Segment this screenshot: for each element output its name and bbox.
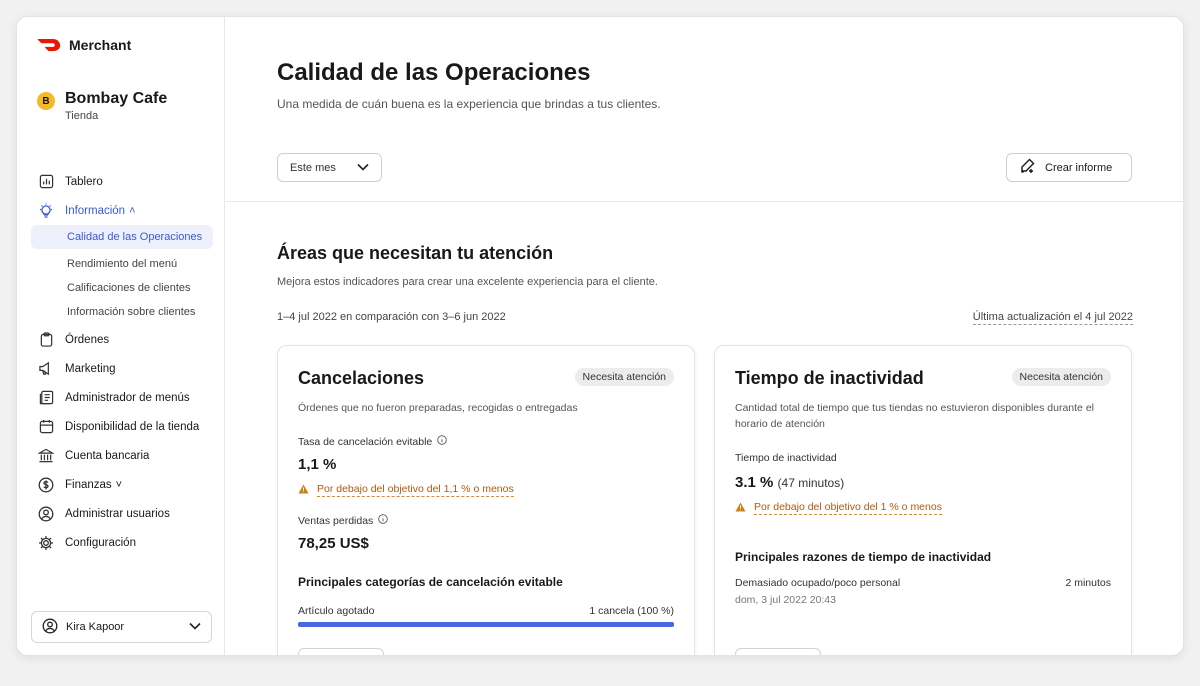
sidebar-item-informacion[interactable]: [17, 196, 225, 225]
sidebar-item-label: Administrador de menús: [65, 391, 190, 404]
sidebar-item-label: Información: [65, 204, 126, 217]
warning-icon: [298, 484, 309, 497]
card-description: Órdenes que no fueron preparadas, recogidas o entregadas: [298, 402, 578, 414]
calendar-icon: [37, 418, 55, 436]
section-subtitle: Mejora estos indicadores para crear una excelente experiencia para el cliente.: [277, 276, 658, 288]
sidebar-item-label: Administrar usuarios: [65, 507, 170, 520]
card-title: Cancelaciones: [298, 368, 425, 388]
sidebar-subitem-informacion-clientes[interactable]: Información sobre clientes: [67, 306, 196, 318]
sidebar-item-label: Órdenes: [65, 333, 110, 346]
sidebar-item-menus[interactable]: [17, 383, 225, 412]
store-type: Tienda: [65, 110, 99, 122]
period-dropdown[interactable]: [277, 153, 382, 182]
gear-icon: [37, 534, 55, 552]
page-title: Calidad de las Operaciones: [277, 59, 591, 86]
details-button[interactable]: [298, 648, 384, 656]
top-categories-heading: Principales categorías de cancelación evitable: [298, 575, 563, 589]
section-title: Áreas que necesitan tu atención: [277, 243, 554, 263]
card-description: Cantidad total de tiempo que tus tiendas no estuvieron disponibles durante el horario de atención: [735, 402, 1094, 430]
comparison-range: 1–4 jul 2022 en comparación con 3–6 jun 2022: [277, 311, 506, 323]
chart-icon: [37, 173, 55, 191]
store-selector[interactable]: [37, 90, 167, 122]
category-row: [298, 605, 674, 617]
cancellations-card: [277, 345, 695, 656]
sidebar-subitem-calidad[interactable]: Calidad de las Operaciones: [31, 225, 213, 249]
category-label: Artículo agotado: [298, 605, 375, 617]
status-badge: Necesita atención: [1012, 368, 1111, 386]
sidebar-item-label: Finanzas: [65, 478, 112, 491]
chevron-up-icon: ˄: [129, 204, 136, 217]
reason-label: Demasiado ocupado/poco personal: [735, 577, 901, 589]
user-circle-icon: [37, 505, 55, 523]
store-name: Bombay Cafe: [65, 90, 168, 107]
category-bar-fill: [298, 622, 674, 627]
main-content: [226, 17, 1184, 656]
rate-value: 1,1 %: [298, 456, 337, 473]
megaphone-icon: [37, 360, 55, 378]
info-icon[interactable]: [437, 435, 447, 448]
rate-warning[interactable]: [298, 483, 514, 497]
clipboard-icon: [37, 331, 55, 349]
info-icon[interactable]: [378, 514, 388, 527]
metric-label: [298, 514, 388, 527]
sales-value: 78,25 US$: [298, 535, 369, 552]
header-divider: [226, 201, 1184, 202]
downtime-value: [735, 474, 844, 491]
sidebar-item-configuracion[interactable]: [17, 528, 225, 557]
bank-icon: [37, 447, 55, 465]
sidebar-subitem-calificaciones[interactable]: Calificaciones de clientes: [67, 282, 191, 294]
page-subtitle: Una medida de cuán buena es la experiencia que brindas a tus clientes.: [277, 97, 661, 111]
status-badge: Necesita atención: [575, 368, 674, 386]
sidebar-item-marketing[interactable]: [17, 354, 225, 383]
menu-book-icon: [37, 389, 55, 407]
downtime-warning[interactable]: [735, 501, 942, 515]
sidebar-item-disponibilidad[interactable]: [17, 412, 225, 441]
chevron-down-icon: ˅: [115, 478, 123, 491]
details-button[interactable]: [735, 648, 821, 656]
reason-row: [735, 577, 1111, 589]
dollar-icon: [37, 476, 55, 494]
warning-text: Por debajo del objetivo del 1,1 % o menos: [317, 483, 514, 495]
sidebar-item-label: Disponibilidad de la tienda: [65, 420, 200, 433]
sidebar-item-tablero[interactable]: [17, 167, 225, 196]
sidebar-item-label: Cuenta bancaria: [65, 449, 150, 462]
rate-label: Tasa de cancelación evitable: [298, 435, 433, 448]
doordash-logo-icon: [37, 38, 61, 52]
last-updated[interactable]: Última actualización el 4 jul 2022: [972, 311, 1133, 323]
warning-icon: [735, 502, 746, 515]
reason-date: dom, 3 jul 2022 20:43: [735, 594, 836, 606]
app-window: [16, 16, 1184, 656]
sidebar-item-cuenta-bancaria[interactable]: [17, 441, 225, 470]
user-circle-icon: [42, 618, 58, 637]
reason-value: 2 minutos: [1065, 577, 1111, 589]
sidebar-subitem-rendimiento[interactable]: Rendimiento del menú: [67, 258, 178, 270]
sidebar-item-finanzas[interactable]: [17, 470, 225, 499]
downtime-minutes: (47 minutos): [777, 476, 845, 490]
brand[interactable]: [37, 37, 131, 53]
category-bar: [298, 622, 674, 627]
brand-name: Merchant: [69, 37, 132, 53]
sidebar-item-ordenes[interactable]: [17, 325, 225, 354]
card-title: Tiempo de inactividad: [735, 368, 924, 388]
user-menu[interactable]: [31, 611, 212, 643]
edit-report-icon: [1019, 158, 1035, 177]
sidebar-item-label: Configuración: [65, 536, 136, 549]
lightbulb-icon: [37, 202, 55, 220]
metric-label: [298, 435, 447, 448]
top-reasons-heading: Principales razones de tiempo de inactividad: [735, 550, 992, 564]
downtime-card: [714, 345, 1132, 656]
chevron-down-icon: [357, 162, 369, 174]
period-value: Este mes: [290, 161, 336, 174]
store-avatar: B: [37, 92, 55, 110]
warning-text: Por debajo del objetivo del 1 % o menos: [754, 501, 942, 513]
sidebar-item-label: Marketing: [65, 362, 116, 375]
downtime-percent: 3.1 %: [735, 474, 774, 491]
sidebar-nav: [17, 167, 225, 557]
sidebar: [17, 17, 225, 656]
sidebar-item-usuarios[interactable]: [17, 499, 225, 528]
category-value: 1 cancela (100 %): [589, 605, 674, 617]
sales-label: Ventas perdidas: [298, 514, 374, 527]
sidebar-item-label: Tablero: [65, 175, 103, 188]
chevron-down-icon: [189, 621, 201, 633]
create-report-button[interactable]: [1006, 153, 1132, 182]
create-report-label: Crear informe: [1045, 161, 1113, 174]
downtime-label: Tiempo de inactividad: [735, 452, 837, 464]
user-name: Kira Kapoor: [66, 621, 125, 633]
